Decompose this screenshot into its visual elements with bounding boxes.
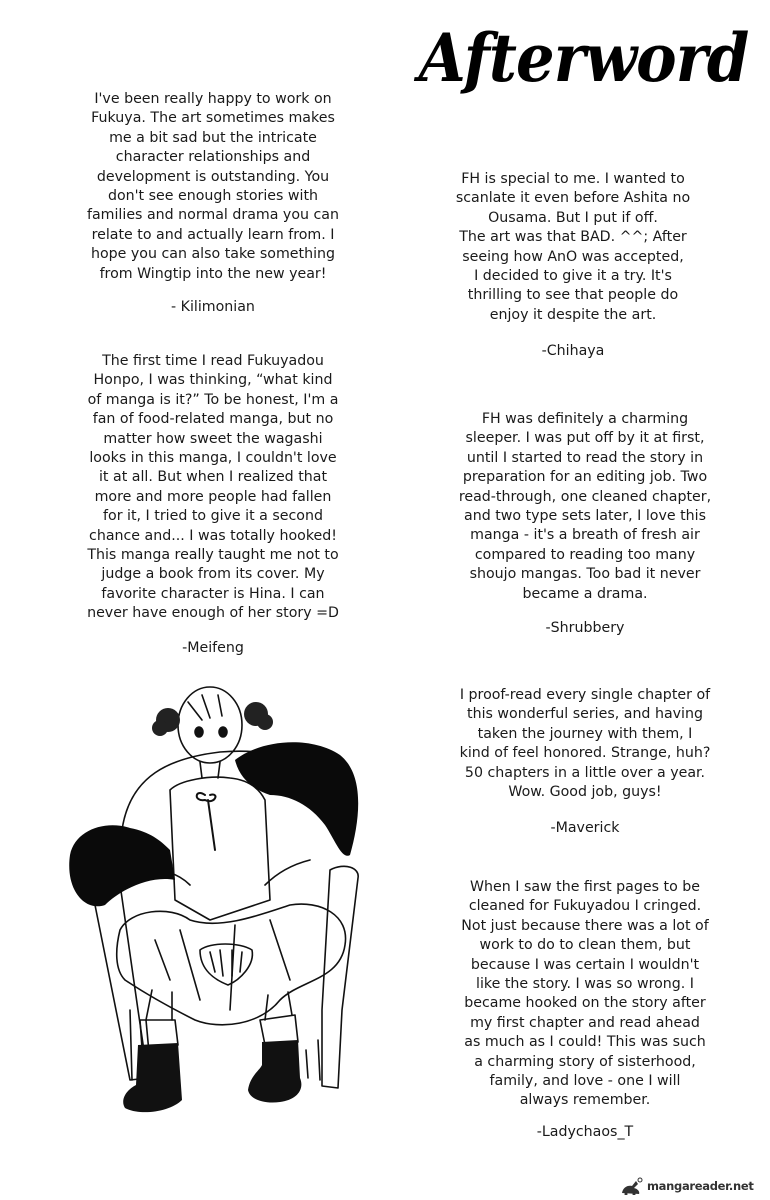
note-line: taken the journey with them, I (477, 725, 693, 742)
note-line: manga - it's a breath of fresh air (470, 527, 700, 544)
note-line: seeing how AnO was accepted, (462, 248, 684, 265)
note-line: scanlate it even before Ashita no (455, 190, 691, 207)
note-line: thrilling to see that people do (467, 287, 679, 304)
note-line: I decided to give it a try. It's (474, 268, 672, 285)
note-line: Wow. Good job, guys! (508, 784, 662, 801)
note-line: relate to and actually learn from. I (91, 226, 335, 243)
signature-chihaya: -Chihaya (541, 343, 605, 359)
note-line: cleaned for Fukuyadou I cringed. (468, 898, 702, 915)
note-line: work to do to clean them, but (479, 937, 691, 954)
note-line: until I started to read the story in (466, 449, 704, 466)
note-line: character relationships and (115, 149, 311, 166)
watermark (620, 1176, 768, 1196)
note-line: Honpo, I was thinking, “what kind (93, 372, 333, 389)
note-line: became hooked on the story after (464, 995, 706, 1012)
note-line: read-through, one cleaned chapter, (458, 488, 712, 505)
mangareader-logo-icon (620, 1177, 644, 1195)
note-line: from Wingtip into the new year! (99, 265, 327, 282)
signature-kilimonian: - Kilimonian (171, 299, 255, 315)
note-line: preparation for an editing job. Two (462, 469, 708, 486)
note-line: families and normal drama you can (86, 207, 339, 224)
note-line: The first time I read Fukuyadou (102, 353, 324, 369)
note-line: of manga is it?” To be honest, I'm a (87, 391, 339, 408)
note-line: because I was certain I wouldn't (470, 956, 700, 973)
note-line: I've been really happy to work on (94, 91, 332, 107)
note-line: 50 chapters in a little over a year. (464, 764, 706, 781)
note-line: When I saw the first pages to be (470, 879, 700, 895)
signature-shrubbery: -Shrubbery (545, 620, 625, 636)
note-line: it at all. But when I realized that (98, 469, 328, 486)
note-line: this wonderful series, and having (467, 706, 703, 723)
note-chihaya (403, 170, 743, 325)
illustration-girl-in-armchair (60, 680, 400, 1150)
note-line: judge a book from its cover. My (101, 566, 325, 583)
note-line: Ousama. But I put if off. (488, 209, 658, 226)
signature-meifeng: -Meifeng (182, 640, 244, 656)
note-line: FH was definitely a charming (481, 411, 689, 427)
note-line: and two type sets later, I love this (464, 508, 706, 525)
note-line: never have enough of her story =D (87, 605, 339, 622)
note-kilimonian (58, 90, 368, 284)
note-line: looks in this manga, I couldn't love (89, 450, 337, 467)
note-line: matter how sweet the wagashi (103, 430, 323, 447)
note-line: FH is special to me. I wanted to (461, 171, 685, 187)
note-line: Fukuya. The art sometimes makes (91, 110, 335, 127)
note-line: me a bit sad but the intricate (109, 129, 317, 146)
note-line: don't see enough stories with (107, 188, 319, 205)
page-title: Afterword (418, 19, 749, 97)
note-line: hope you can also take something (90, 246, 336, 263)
note-line: a charming story of sisterhood, (474, 1053, 696, 1070)
note-line: development is outstanding. You (96, 168, 330, 185)
note-maverick (420, 686, 750, 802)
note-line: I proof-read every single chapter of (459, 687, 711, 703)
signature-maverick: -Maverick (550, 820, 620, 836)
note-ladychaos (420, 878, 750, 1111)
note-line: enjoy it despite the art. (489, 306, 657, 323)
note-line: chance and... I was totally hooked! (89, 527, 337, 544)
note-line: favorite character is Hina. I can (101, 585, 325, 602)
note-line: as much as I could! This was such (464, 1034, 706, 1051)
note-line: sleeper. I was put off by it at first, (465, 430, 705, 447)
note-line: like the story. I was so wrong. I (476, 976, 694, 993)
note-line: This manga really taught me not to (87, 547, 339, 564)
note-shrubbery (420, 410, 750, 604)
note-line: more and more people had fallen (94, 488, 332, 505)
note-line: family, and love - one I will (489, 1073, 681, 1090)
note-meifeng (58, 352, 368, 624)
note-line: shoujo mangas. Too bad it never (469, 566, 701, 583)
note-line: Not just because there was a lot of (461, 917, 709, 934)
note-line: always remember. (519, 1092, 651, 1109)
note-line: became a drama. (522, 585, 648, 602)
note-line: The art was that BAD. ^^; After (459, 229, 687, 246)
note-line: compared to reading too many (474, 546, 696, 563)
note-line: fan of food-related manga, but no (92, 411, 334, 428)
watermark-text: mangareader.net (647, 1179, 754, 1193)
signature-ladychaos: -Ladychaos_T (536, 1124, 634, 1140)
note-line: my first chapter and read ahead (470, 1014, 700, 1031)
note-line: for it, I tried to give it a second (103, 508, 323, 525)
note-line: kind of feel honored. Strange, huh? (459, 745, 711, 762)
